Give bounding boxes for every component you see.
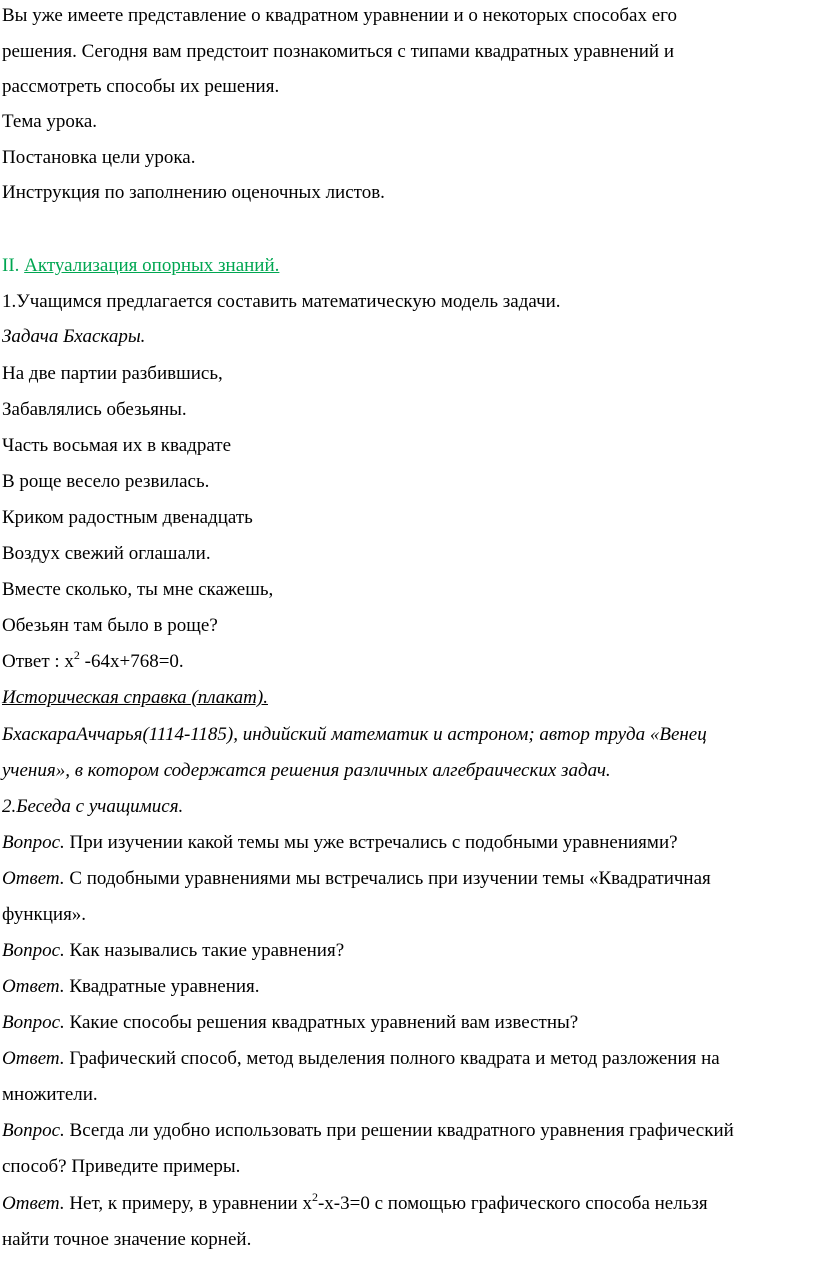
section-heading	[2, 254, 279, 278]
question-4: Вопрос. Всегда ли удобно использовать при решении квадратного уравнения графический	[2, 1120, 734, 1141]
question-label: Вопрос.	[2, 1120, 65, 1141]
question-2: Вопрос. Как назывались такие уравнения?	[2, 940, 345, 961]
history-line-2: учения», в котором содержатся решения различных алгебраических задач.	[2, 760, 611, 781]
history-title: Историческая справка (плакат).	[2, 687, 268, 708]
answer-2: Ответ. Квадратные уравнения.	[2, 976, 260, 997]
answer-3: Ответ. Графический способ, метод выделения полного квадрата и метод разложения на	[2, 1048, 720, 1069]
answer-4: Ответ. Нет, к примеру, в уравнении $x^2-x-3=0$ с помощью графического способа нельзя	[2, 1190, 708, 1214]
answer-1-cont: функция».	[2, 904, 87, 925]
answer-4-cont: найти точное значение корней.	[2, 1229, 252, 1250]
section-title: Актуализация опорных знаний.	[24, 255, 280, 276]
answer-exponent: 2	[73, 648, 80, 662]
answer-label: Ответ.	[2, 1193, 65, 1214]
poem-line: Криком радостным двенадцать	[2, 507, 253, 528]
poem-line: Воздух свежий оглашали.	[2, 543, 211, 564]
lesson-topic-item: Тема урока.	[2, 111, 98, 132]
history-line-1: БхаскараАччарья(1114-1185), индийский математик и астроном; автор труда «Венец	[2, 724, 707, 745]
poem-line: В роще весело резвилась.	[2, 471, 210, 492]
answer-4-exponent: 2	[311, 1190, 318, 1204]
poem-line: Часть восьмая их в квадрате	[2, 435, 232, 456]
intro-line-1: Вы уже имеете представление о квадратном уравнении и о некоторых способах его	[2, 5, 677, 26]
answer-3-cont: множители.	[2, 1084, 98, 1105]
answer-1: Ответ. С подобными уравнениями мы встречались при изучении темы «Квадратичная	[2, 868, 711, 889]
task-answer	[2, 650, 184, 674]
question-label: Вопрос.	[2, 832, 65, 853]
instructions-item: Инструкция по заполнению оценочных листов.	[2, 182, 385, 203]
answer-prefix: Ответ : x	[2, 651, 74, 672]
question-label: Вопрос.	[2, 1012, 65, 1033]
lesson-goal-item: Постановка цели урока.	[2, 147, 196, 168]
intro-line-3: рассмотреть способы их решения.	[2, 76, 280, 97]
answer-rest: -64x+768=0.	[79, 651, 184, 672]
question-label: Вопрос.	[2, 940, 65, 961]
dialog-title: 2.Беседа с учащимися.	[2, 796, 184, 817]
question-1: Вопрос. При изучении какой темы мы уже встречались с подобными уравнениями?	[2, 832, 678, 853]
task-title: Задача Бхаскары.	[2, 326, 146, 347]
section-number: II.	[2, 255, 20, 276]
answer-label: Ответ.	[2, 1048, 65, 1069]
poem-line: Вместе сколько, ты мне скажешь,	[2, 579, 274, 600]
poem-line: Забавлялись обезьяны.	[2, 399, 187, 420]
poem-line: На две партии разбившись,	[2, 363, 223, 384]
intro-line-2: решения. Сегодня вам предстоит познакомиться с типами квадратных уравнений и	[2, 41, 675, 62]
answer-label: Ответ.	[2, 976, 65, 997]
poem-line: Обезьян там было в роще?	[2, 615, 218, 636]
question-3: Вопрос. Какие способы решения квадратных уравнений вам известны?	[2, 1012, 579, 1033]
answer-label: Ответ.	[2, 868, 65, 889]
question-4-cont: способ? Приведите примеры.	[2, 1156, 241, 1177]
task-intro: 1.Учащимся предлагается составить математическую модель задачи.	[2, 291, 561, 312]
